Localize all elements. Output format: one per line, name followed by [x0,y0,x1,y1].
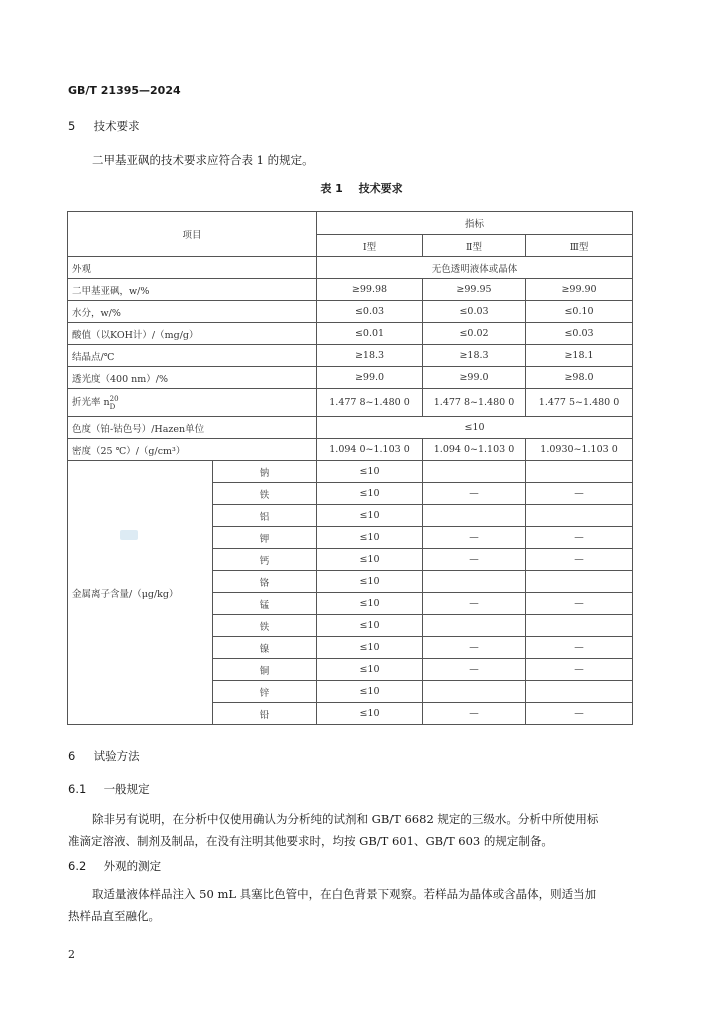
table-caption-title: 技术要求 [358,182,403,195]
metal-value: ≤10 [317,637,423,659]
row-label: 色度（铂-钴色号）/Hazen单位 [68,417,317,439]
metal-value: — [526,703,633,725]
metal-value [526,681,633,703]
metal-value: — [423,659,526,681]
metal-value: — [423,637,526,659]
row-value-merged: ≤10 [317,417,633,439]
section-number: 6.1 [68,782,87,796]
row-value: 1.477 8~1.480 0 [317,389,423,417]
section-6-2-line-2: 热样品直至融化。 [68,909,160,923]
row-value: 1.094 0~1.103 0 [317,439,423,461]
metal-value: — [526,483,633,505]
metal-value: — [526,637,633,659]
row-value: ≤0.03 [526,323,633,345]
section-number: 6.2 [68,859,87,873]
metal-name: 铝 [213,505,317,527]
header-type-2: Ⅱ型 [423,235,526,257]
row-value: 1.477 5~1.480 0 [526,389,633,417]
watermark-icon [120,530,138,540]
section-number: 6 [68,749,76,763]
metal-value: — [423,483,526,505]
metal-value [423,615,526,637]
metal-value: ≤10 [317,505,423,527]
metal-value: ≤10 [317,681,423,703]
section-6-2-line-1: 取适量液体样品注入 50 mL 具塞比色管中，在白色背景下观察。若样品为晶体或含晶体，则适当加 [92,887,597,901]
header-index: 指标 [317,212,633,235]
table-row-dmso [68,279,633,301]
metal-value [526,461,633,483]
table-caption-label: 表 1 [320,182,343,195]
metal-value [423,461,526,483]
metal-value: — [423,593,526,615]
row-value: ≥98.0 [526,367,633,389]
row-value: ≥18.3 [423,345,526,367]
metal-value: ≤10 [317,461,423,483]
table-row-color [68,417,633,439]
row-label [68,389,317,417]
row-value: ≥99.90 [526,279,633,301]
table-row-refractive-index [68,389,633,417]
row-value: ≤0.03 [423,301,526,323]
metal-value [423,571,526,593]
metal-value: ≤10 [317,615,423,637]
metal-name: 铁 [213,483,317,505]
metal-value: — [526,593,633,615]
row-label: 二甲基亚砜，w/% [68,279,317,301]
refraction-scripts [110,395,119,411]
row-label: 酸值（以KOH计）/（mg/g） [68,323,317,345]
section-6-1-line-2: 准滴定溶液、制剂及制品，在没有注明其他要求时，均按 GB/T 601、GB/T 603 的规定制备。 [68,834,553,848]
metal-value: — [526,527,633,549]
metal-value: ≤10 [317,593,423,615]
metal-value [423,505,526,527]
refraction-sub: D [109,402,116,411]
metal-value [526,571,633,593]
refraction-sup: 20 [109,394,119,403]
section-title: 外观的测定 [103,859,162,873]
metal-name: 铬 [213,571,317,593]
row-label: 结晶点/℃ [68,345,317,367]
table-header-row [68,212,633,235]
header-type-1: Ⅰ型 [317,235,423,257]
table-caption [0,180,723,196]
metal-group-label: 金属离子含量/（μg/kg） [68,461,213,725]
metal-value [423,681,526,703]
metal-value: ≤10 [317,549,423,571]
row-value: 1.477 8~1.480 0 [423,389,526,417]
metal-value [526,505,633,527]
section-title: 试验方法 [93,749,140,763]
table-row-water [68,301,633,323]
table-row-metal [68,461,633,483]
metal-value: — [423,703,526,725]
metal-value: ≤10 [317,659,423,681]
row-value: 1.0930~1.103 0 [526,439,633,461]
table-row-transmittance [68,367,633,389]
metal-value: — [423,527,526,549]
section-5-heading [68,118,140,134]
standard-number: GB/T 21395—2024 [68,84,181,97]
row-value-merged: 无色透明液体或晶体 [317,257,633,279]
row-value: ≤0.03 [317,301,423,323]
row-value: ≥99.95 [423,279,526,301]
table-row-acid-value [68,323,633,345]
row-label: 外观 [68,257,317,279]
section-title: 技术要求 [93,119,140,133]
section-5-paragraph: 二甲基亚砜的技术要求应符合表 1 的规定。 [92,153,314,167]
row-label: 透光度（400 nm）/% [68,367,317,389]
section-6-2-heading [68,858,161,874]
refraction-label: 折光率 n [72,397,110,409]
technical-requirements-table [67,211,633,725]
metal-value: ≤10 [317,703,423,725]
row-value: ≤0.01 [317,323,423,345]
row-value: 1.094 0~1.103 0 [423,439,526,461]
section-6-1-line-1: 除非另有说明，在分析中仅使用确认为分析纯的试剂和 GB/T 6682 规定的三级水。分析中所使用标 [92,812,599,826]
row-value: ≥18.3 [317,345,423,367]
table-row-appearance [68,257,633,279]
metal-name: 钠 [213,461,317,483]
row-label: 水分，w/% [68,301,317,323]
row-value: ≥99.0 [317,367,423,389]
metal-value: ≤10 [317,527,423,549]
metal-name: 镍 [213,637,317,659]
metal-name: 钙 [213,549,317,571]
section-title: 一般规定 [103,782,150,796]
row-label: 密度（25 ℃）/（g/cm³） [68,439,317,461]
metal-value: ≤10 [317,483,423,505]
row-value: ≥99.0 [423,367,526,389]
table-row-density [68,439,633,461]
metal-name: 锌 [213,681,317,703]
row-value: ≥99.98 [317,279,423,301]
row-value: ≤0.10 [526,301,633,323]
header-item: 项目 [68,212,317,257]
section-6-1-heading [68,781,150,797]
metal-name: 铅 [213,703,317,725]
metal-value: — [526,549,633,571]
metal-value: — [423,549,526,571]
metal-value: ≤10 [317,571,423,593]
metal-name: 铁 [213,615,317,637]
metal-value [526,615,633,637]
metal-name: 铜 [213,659,317,681]
header-type-3: Ⅲ型 [526,235,633,257]
page-number: 2 [68,948,75,961]
table-row-crystallization-point [68,345,633,367]
row-value: ≤0.02 [423,323,526,345]
section-number: 5 [68,119,76,133]
metal-value: — [526,659,633,681]
section-6-heading [68,748,140,764]
metal-name: 钾 [213,527,317,549]
row-value: ≥18.1 [526,345,633,367]
metal-name: 锰 [213,593,317,615]
